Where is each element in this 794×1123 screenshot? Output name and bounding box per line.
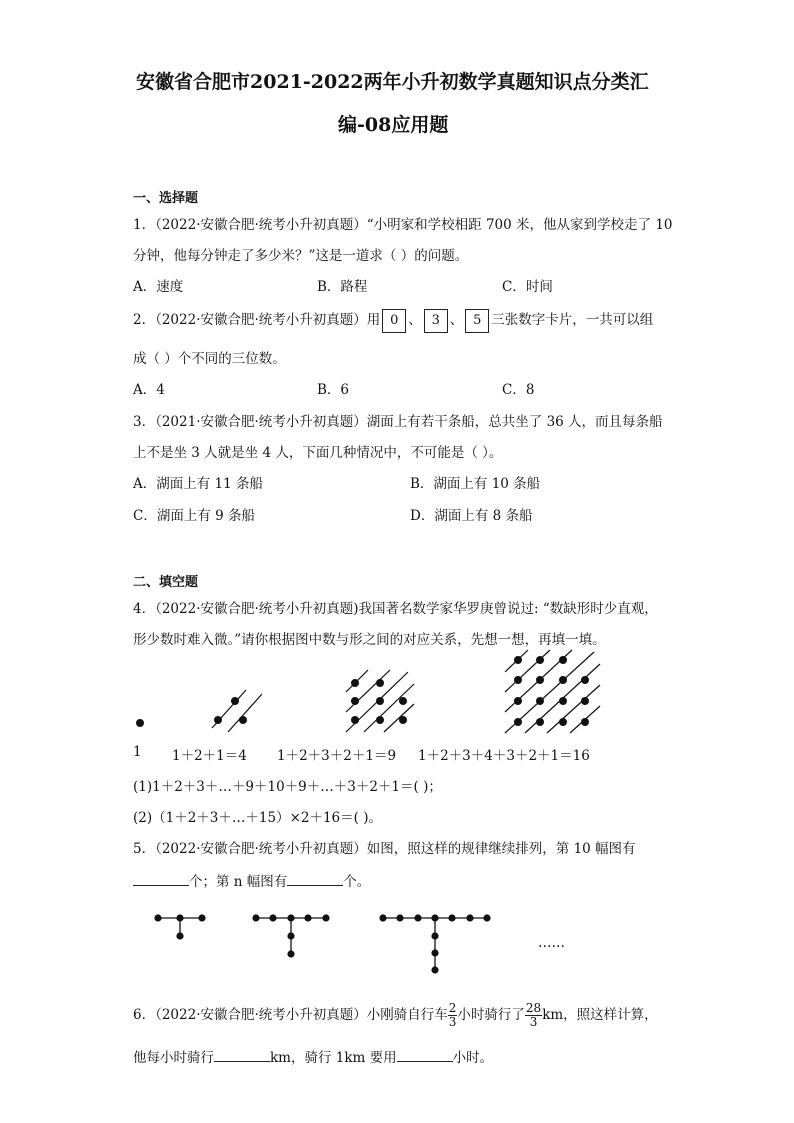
- q2-option-a: A．4: [133, 382, 165, 398]
- fraction-denominator: 3: [448, 1015, 457, 1029]
- section-heading-fill: 二、填空题: [133, 575, 199, 590]
- q5-mid: 个；第 n 幅图有: [189, 874, 288, 890]
- q1-option-a: A．速度: [133, 279, 184, 295]
- question-2-line1: [133, 308, 653, 333]
- fraction-denominator: 3: [529, 1015, 538, 1029]
- q6-line2b: km，骑行 1km 要用: [270, 1050, 397, 1066]
- page-title-line2: 编-08应用题: [338, 114, 449, 136]
- fig2-dot: [214, 716, 222, 724]
- digit-card-5: 5: [465, 309, 489, 333]
- q1-option-c: C．时间: [502, 279, 553, 295]
- page-title: 安徽省合肥市2021-2022两年小升初数学真题知识点分类汇: [136, 71, 649, 93]
- q3-option-b: B．湖面上有 10 条船: [410, 476, 541, 492]
- q4-caption-2: 1＋2＋1＝4: [172, 748, 247, 764]
- question-1-line1: 1．（2022·安徽合肥·统考小升初真题）“小明家和学校相距 700 米，他从家到学校走了 10: [133, 217, 673, 233]
- q2-option-c: C．8: [502, 382, 535, 398]
- q6-mid2: km，照这样计算，: [542, 1007, 658, 1023]
- q6-line2c: 小时。: [452, 1050, 494, 1066]
- fraction-numerator: 28: [525, 1001, 542, 1015]
- q4-caption-1: 1: [133, 744, 142, 760]
- q4-caption-3: 1＋2＋3＋2＋1＝9: [277, 748, 397, 764]
- question-6-line1: [133, 1002, 658, 1029]
- q4-subquestion-1: (1)1＋2＋3＋…＋9＋10＋9＋…＋3＋2＋1＝( )；: [133, 779, 442, 795]
- question-3-line2: 上不是坐 3 人就是坐 4 人，下面几种情况中，不可能是（ ）。: [133, 445, 503, 461]
- fraction-28-thirds: [525, 1002, 542, 1029]
- fraction-two-thirds: [448, 1002, 458, 1029]
- q5-end: 个。: [343, 874, 371, 890]
- fig2-dot: [239, 716, 247, 724]
- digit-card-3: 3: [424, 309, 448, 333]
- digit-card-0: 0: [382, 309, 406, 333]
- q5-blank-2[interactable]: [287, 873, 343, 886]
- section-heading-choice: 一、选择题: [133, 191, 199, 206]
- q3-option-c: C．湖面上有 9 条船: [133, 508, 256, 524]
- q2-suffix: 三张数字卡片，一共可以组: [491, 312, 654, 328]
- fig1-dot: [136, 719, 144, 727]
- q6-blank-2[interactable]: [397, 1049, 453, 1062]
- q5-ellipsis: ……: [538, 935, 565, 951]
- q6-line2a: 他每小时骑行: [133, 1050, 214, 1066]
- q6-mid1: 小时骑行了: [457, 1007, 525, 1023]
- fig2-dot: [231, 697, 239, 705]
- q2-prefix: 2．（2022·安徽合肥·统考小升初真题）用: [133, 312, 381, 328]
- q4-caption-4: 1＋2＋3＋4＋3＋2＋1＝16: [418, 748, 590, 764]
- q1-option-b: B．路程: [317, 279, 368, 295]
- question-4-line2: 形少数时难入微。”请你根据图中数与形之间的对应关系，先想一想，再填一填。: [133, 632, 606, 648]
- q2-sep2: 、: [449, 312, 464, 328]
- q2-option-b: B．6: [317, 382, 350, 398]
- question-2-line2: 成（ ）个不同的三位数。: [133, 351, 286, 367]
- fraction-numerator: 2: [448, 1001, 457, 1015]
- q3-option-a: A．湖面上有 11 条船: [133, 476, 264, 492]
- question-5-line1: 5．（2022·安徽合肥·统考小升初真题）如图，照这样的规律继续排列，第 10 幅图有: [133, 841, 636, 857]
- question-3-line1: 3．（2021·安徽合肥·统考小升初真题）湖面上有若干条船，总共坐了 36 人，而且每条船: [133, 414, 663, 430]
- q2-sep1: 、: [408, 312, 422, 328]
- question-4-line1: 4．（2022·安徽合肥·统考小升初真题)我国著名数学家华罗庚曾说过: “数缺形时少直观，: [133, 601, 658, 617]
- q3-option-d: D．湖面上有 8 条船: [410, 508, 533, 524]
- question-1-line2: 分钟，他每分钟走了多少米？”这是一道求（ ）的问题。: [133, 248, 469, 264]
- q4-subquestion-2: (2)（1＋2＋3＋…＋15）×2＋16＝( )。: [133, 810, 382, 826]
- q5-blank-1[interactable]: [133, 873, 189, 886]
- q6-prefix: 6．（2022·安徽合肥·统考小升初真题）小刚骑自行车: [133, 1007, 448, 1023]
- question-6-line2: [133, 1046, 493, 1066]
- question-5-line2: [133, 870, 370, 890]
- q6-blank-1[interactable]: [214, 1049, 270, 1062]
